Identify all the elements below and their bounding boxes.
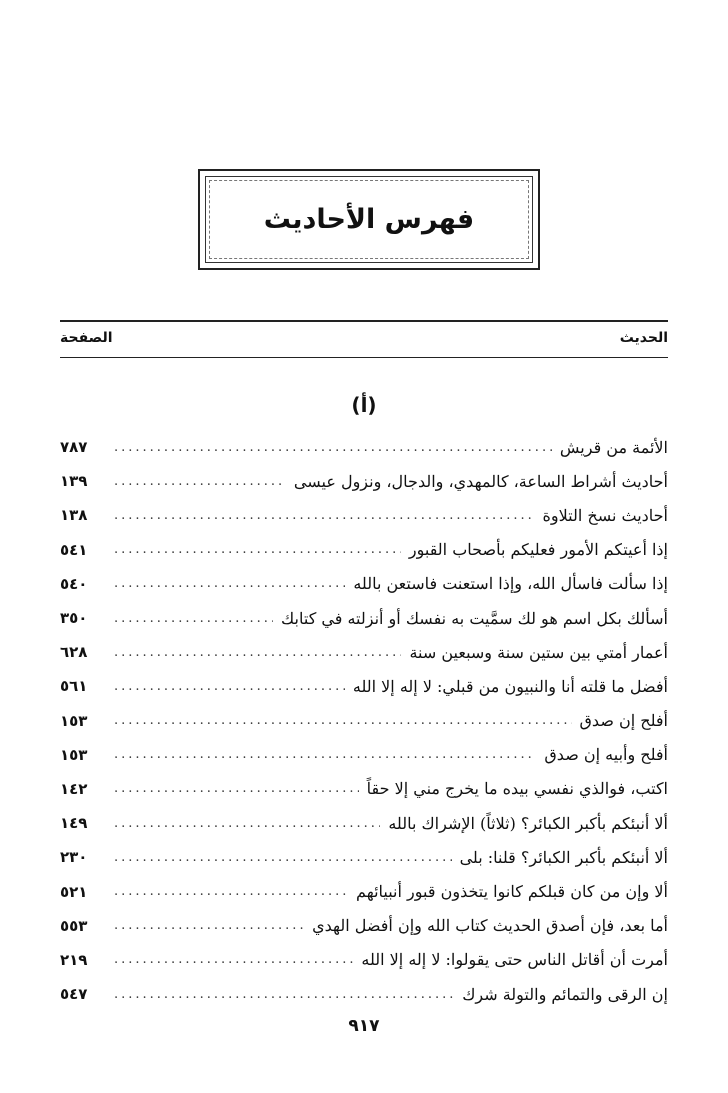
index-entry: [60, 464, 668, 498]
title-frame-inner: [205, 176, 533, 263]
entry-text: ألا أنبئكم بأكبر الكبائر؟ (ثلاثاً) الإشراك بالله: [388, 813, 668, 833]
leader-dots: [114, 747, 536, 762]
entry-page: ٦٢٨: [60, 643, 88, 662]
leader-dots: [114, 816, 380, 831]
index-entry: [60, 601, 668, 635]
index-entry: [60, 840, 668, 874]
entry-text: أفلح إن صدق: [579, 711, 668, 731]
index-entry: [60, 430, 668, 464]
leader-dots: [114, 576, 345, 591]
entry-text: ألا وإن من كان قبلكم كانوا يتخذون قبور أنبيائهم: [356, 882, 668, 902]
entry-page: ٥٤٧: [60, 985, 88, 1004]
entry-text: أحاديث نسخ التلاوة: [542, 505, 668, 525]
leader-dots: [114, 952, 353, 967]
leader-dots: [114, 713, 572, 728]
entry-text: أفلح وأبيه إن صدق: [544, 745, 668, 765]
entry-page: ٥٦١: [60, 677, 88, 696]
entry-page: ١٤٩: [60, 814, 88, 833]
index-entry: [60, 498, 668, 532]
entry-text: إذا أعيتكم الأمور فعليكم بأصحاب القبور: [408, 540, 668, 560]
leader-dots: [114, 850, 452, 865]
entry-page: ٢١٩: [60, 950, 88, 969]
leader-dots: [114, 440, 552, 455]
leader-dots: [114, 611, 273, 626]
entry-text: إن الرقى والتمائم والتولة شرك: [462, 984, 668, 1004]
column-header-page: الصفحة: [60, 330, 113, 346]
leader-dots: [114, 645, 401, 660]
entry-text: أسألك بكل اسم هو لك سمَّيت به نفسك أو أنزلته في كتابك: [281, 608, 668, 628]
index-entry: [60, 874, 668, 908]
entry-page: ٥٤١: [60, 540, 88, 559]
leader-dots: [114, 542, 401, 557]
index-entry: [60, 704, 668, 738]
index-entry: [60, 943, 668, 977]
index-entry: [60, 567, 668, 601]
leader-dots: [114, 918, 304, 933]
hadith-index-list: [60, 430, 668, 1011]
entry-text: الأئمة من قريش: [559, 437, 668, 457]
entry-page: ١٤٢: [60, 779, 88, 798]
header-bottom-rule: [60, 357, 668, 358]
entry-page: ١٥٣: [60, 745, 88, 764]
index-entry: [60, 738, 668, 772]
entry-text: أمرت أن أقاتل الناس حتى يقولوا: لا إله إلا الله: [361, 950, 668, 970]
index-entry: [60, 635, 668, 669]
entry-text: ألا أنبئكم بأكبر الكبائر؟ قلنا: بلى: [459, 847, 668, 867]
entry-page: ٥٥٣: [60, 916, 88, 935]
entry-text: أحاديث أشراط الساعة، كالمهدي، والدجال، ونزول عيسى: [293, 471, 668, 491]
entry-page: ٣٥٠: [60, 609, 88, 628]
page-number: ٩١٧: [348, 1016, 380, 1036]
index-entry: [60, 533, 668, 567]
page-title: فهرس الأحاديث: [263, 204, 475, 235]
leader-dots: [114, 884, 348, 899]
column-headers: [60, 326, 668, 352]
entry-text: أفضل ما قلته أنا والنبيون من قبلي: لا إله إلا الله: [352, 676, 668, 696]
leader-dots: [114, 474, 286, 489]
leader-dots: [114, 508, 534, 523]
header-top-rule: [60, 320, 668, 322]
entry-page: ٧٨٧: [60, 438, 88, 457]
index-entry: [60, 669, 668, 703]
entry-page: ١٣٨: [60, 506, 88, 525]
entry-page: ١٥٣: [60, 711, 88, 730]
section-letter: (أ): [351, 393, 377, 417]
leader-dots: [114, 679, 345, 694]
entry-text: أعمار أمتي بين ستين سنة وسبعين سنة: [409, 642, 668, 662]
index-entry: [60, 909, 668, 943]
entry-text: اكتب، فوالذي نفسي بيده ما يخرج مني إلا حقاً: [366, 779, 668, 799]
entry-page: ٢٣٠: [60, 848, 88, 867]
index-entry: [60, 772, 668, 806]
title-frame: [198, 169, 540, 270]
leader-dots: [114, 781, 359, 796]
entry-text: إذا سألت فاسأل الله، وإذا استعنت فاستعن بالله: [353, 574, 668, 594]
entry-page: ٥٢١: [60, 882, 88, 901]
entry-page: ٥٤٠: [60, 574, 88, 593]
index-entry: [60, 806, 668, 840]
entry-text: أما بعد، فإن أصدق الحديث كتاب الله وإن أفضل الهدي: [312, 916, 668, 936]
entry-page: ١٣٩: [60, 472, 88, 491]
index-entry: [60, 977, 668, 1011]
column-header-hadith: الحديث: [619, 330, 668, 346]
leader-dots: [114, 987, 454, 1002]
